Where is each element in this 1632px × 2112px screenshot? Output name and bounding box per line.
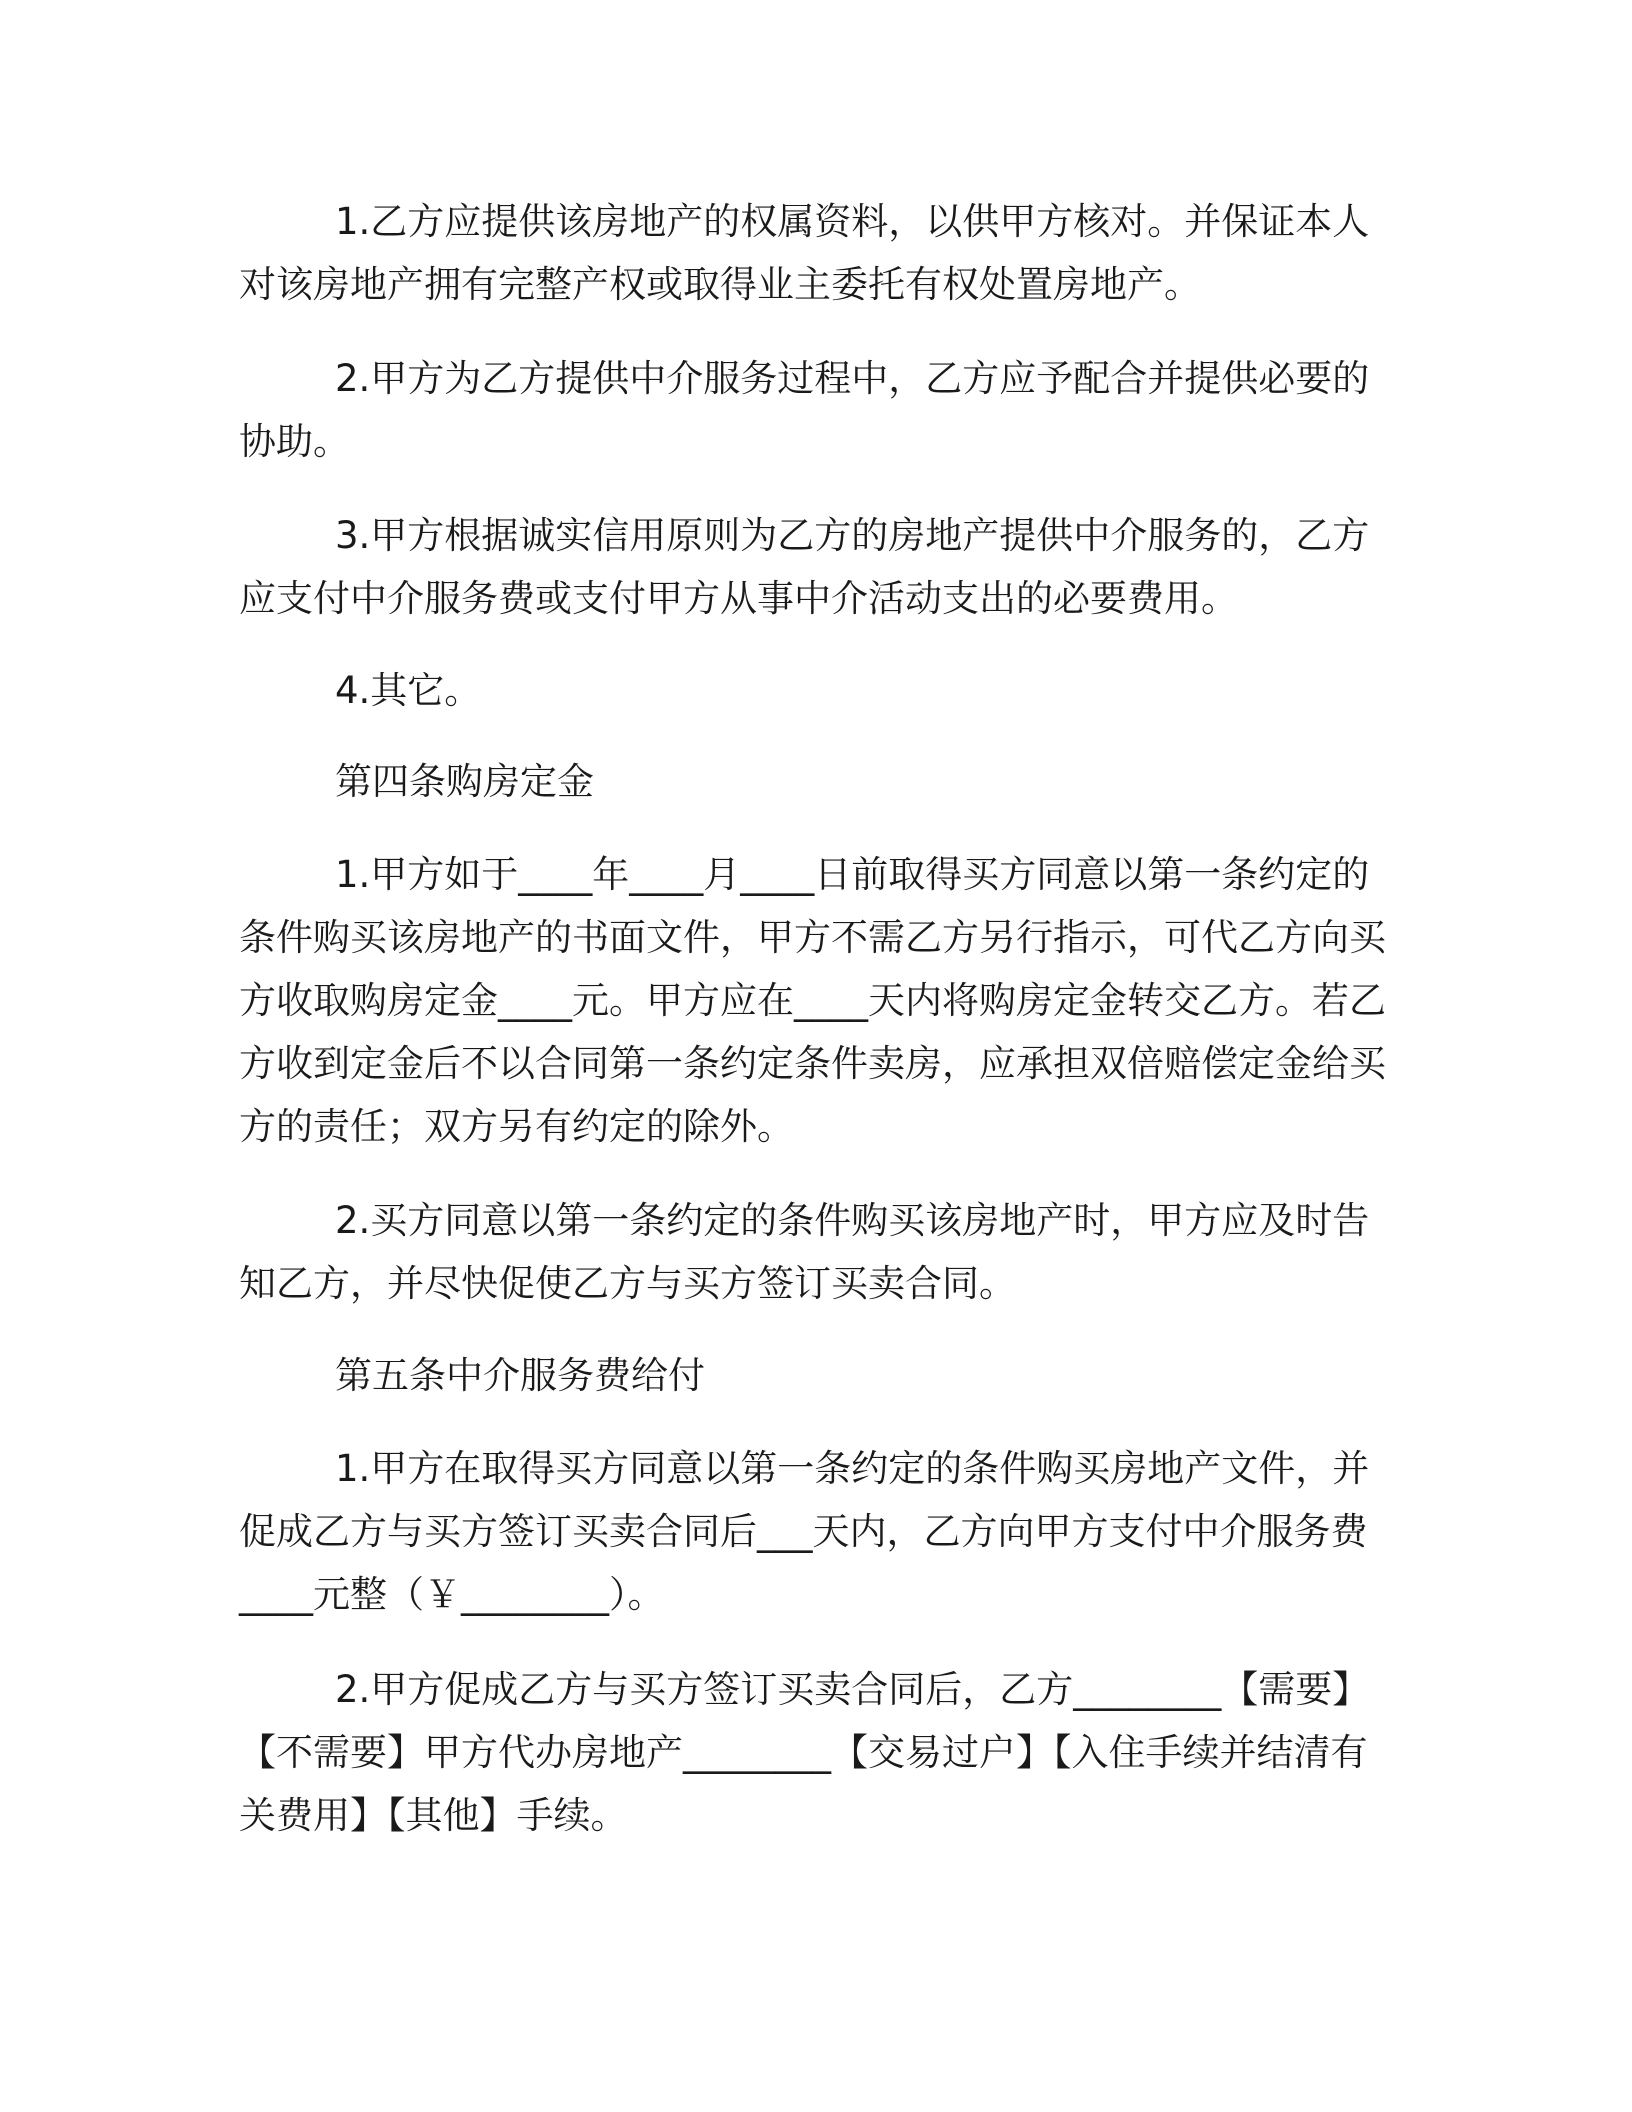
clause-paragraph-2: 2.甲方为乙方提供中介服务过程中，乙方应予配合并提供必要的协助。 [239, 357, 1370, 463]
fee-paragraph-2: 2.甲方促成乙方与买方签订买卖合同后，乙方________【需要】【不需要】甲方代办房地产________【交易过户】【入住手续并结清有关费用】【其他】手续。 [239, 1668, 1370, 1837]
section-heading-article-5: 第五条中介服务费给付 [335, 1354, 705, 1397]
clause-paragraph-3: 3.甲方根据诚实信用原则为乙方的房地产提供中介服务的，乙方应支付中介服务费或支付甲方从事中介活动支出的必要费用。 [239, 514, 1370, 620]
deposit-paragraph-1: 1.甲方如于____年____月____日前取得买方同意以第一条约定的条件购买该房地产的书面文件，甲方不需乙方另行指示，可代乙方向买方收取购房定金____元。甲方应在____天内将购房定金转交乙方。若乙方收到定金后不以合同第一条约定条件卖房，应承担双倍赔偿定金给买方的责任；双方另有约定的除外。 [239, 853, 1386, 1148]
fee-paragraph-1: 1.甲方在取得买方同意以第一条约定的条件购买房地产文件，并促成乙方与买方签订买卖合同后___天内，乙方向甲方支付中介服务费____元整（￥________）。 [239, 1447, 1370, 1616]
document-body [239, 190, 1389, 1847]
section-heading-article-4: 第四条购房定金 [335, 760, 594, 803]
clause-paragraph-4: 4.其它。 [335, 669, 482, 712]
clause-paragraph-1: 1.乙方应提供该房地产的权属资料，以供甲方核对。并保证本人对该房地产拥有完整产权或取得业主委托有权处置房地产。 [239, 200, 1370, 306]
deposit-paragraph-2: 2.买方同意以第一条约定的条件购买该房地产时，甲方应及时告知乙方，并尽快促使乙方与买方签订买卖合同。 [239, 1199, 1370, 1305]
